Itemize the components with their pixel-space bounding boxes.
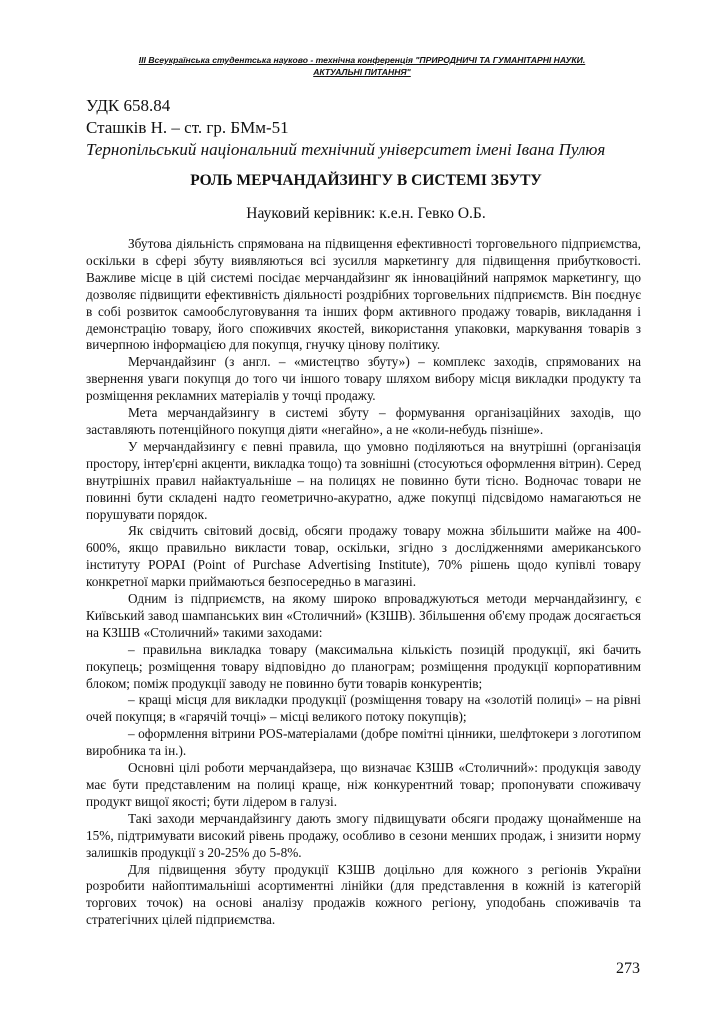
- article-body: [86, 236, 641, 929]
- paragraph: Одним із підприємств, на якому широко впроваджуються методи мерчандайзингу, є Київський завод шампанських вин «Столичний» (КЗШВ). Збільшення об'єму продаж досягається на КЗШВ «Столичний» такими заходами:: [86, 591, 641, 640]
- running-header: [96, 54, 628, 78]
- running-header-line-2: АКТУАЛЬНІ ПИТАННЯ": [313, 67, 411, 77]
- paragraph: Мерчандайзинг (з англ. – «мистецтво збуту») – комплекс заходів, спрямованих на звернення уваги покупця до того чи іншого товару шляхом вибору місця викладки продукту та розміщення рекламних матеріалів у точці продажу.: [86, 354, 641, 404]
- supervisor-line: Науковий керівник: к.е.н. Гевко О.Б.: [246, 205, 486, 222]
- udk-code: УДК 658.84: [86, 96, 171, 115]
- paragraph: Основні цілі роботи мерчандайзера, що визначає КЗШВ «Столичний»: продукція заводу має бути представленим на полиці краще, ніж конкурентний товар; пропонувати споживачу продукт вищої якості; бути лідером в галузі.: [86, 760, 641, 809]
- running-header-line-1: III Всеукраїнська студентська науково - технічна конференція "ПРИРОДНИЧІ ТА ГУМАНІТАРНІ НАУКИ.: [138, 55, 586, 65]
- paragraph: Збутова діяльність спрямована на підвищення ефективності торговельного підприємства, оскільки в сфері збуту виявляються всі зусилля маркетингу для підвищення прибутковості. Важливе місце в цій системі посідає мерчандайзинг як інноваційний напрямок маркетингу, що дозволяє підвищити ефективність діяльності роздрібних торговельних підприємств. Він поєднує в собі розвиток самообслуговування та інших форм активного продажу товарів, викладання і демонстрацію товару, його споживчих якостей, використання упаковки, маркування товарів з вичерпною інформацією для покупця, гнучку цінову політику.: [86, 236, 641, 353]
- paragraph: Як свідчить світовий досвід, обсяги продажу товару можна збільшити майже на 400-600%, якщо правильно викласти товар, оскільки, згідно з дослідженнями американського інституту POPAI (Point of Purchase Advertising Institute), 70% рішень щодо купівлі товару конкретної марки приймаються безпосередньо в магазині.: [86, 523, 641, 590]
- list-item: – кращі місця для викладки продукції (розміщення товару на «золотій полиці» – на рівні очей покупця; в «гарячій точці» – місці великого потоку покупців);: [86, 692, 641, 725]
- list-item: – правильна викладка товару (максимальна кількість позицій продукції, які бачить покупець; розміщення товару відповідно до планограм; розміщення продукції корпоративним блоком; поміж продукції заводу не повинно бути товарів конкурентів;: [86, 641, 641, 691]
- article-title: РОЛЬ МЕРЧАНДАЙЗИНГУ В СИСТЕМІ ЗБУТУ: [190, 172, 542, 189]
- author-line: Сташків Н. – ст. гр. БМм-51: [86, 118, 289, 137]
- paragraph: Такі заходи мерчандайзингу дають змогу підвищувати обсяги продажу щонайменше на 15%, підтримувати високий рівень продажу, особливо в сезони менших продаж, і знизити норму залишків продукції з 20-25% до 5-8%.: [86, 810, 641, 860]
- paragraph: Для підвищення збуту продукції КЗШВ доцільно для кожного з регіонів України розробити найоптимальніші асортиментні лінійки (для представлення в кожній із категорій торгових точок) на основі аналізу продажів кожного регіону, уподобань споживачів та стратегічних цілей підприємства.: [86, 861, 641, 928]
- article-meta: [86, 95, 646, 161]
- paragraph: Мета мерчандайзингу в системі збуту – формування організаційних заходів, що заставляють потенційного покупця діяти «негайно», а не «коли-небудь пізніше».: [86, 405, 641, 437]
- list-item: – оформлення вітрини POS-матеріалами (добре помітні цінники, шелфтокери з логотипом виробника та ін.).: [86, 726, 641, 759]
- page-number: 273: [616, 960, 640, 977]
- paragraph: У мерчандайзингу є певні правила, що умовно поділяються на внутрішні (організація простору, інтер'єрні акценти, викладка тощо) та зовнішні (стосуються оформлення вітрин). Серед внутрішніх правил найактуальніше – на полицях не повинно бути тісно. Водночас товари не повинні бути складені надто геометрично-акуратно, адже покупці підсвідомо намагаються не порушувати порядок.: [86, 438, 641, 522]
- affiliation: Тернопільський національний технічний університет імені Івана Пулюя: [86, 140, 606, 159]
